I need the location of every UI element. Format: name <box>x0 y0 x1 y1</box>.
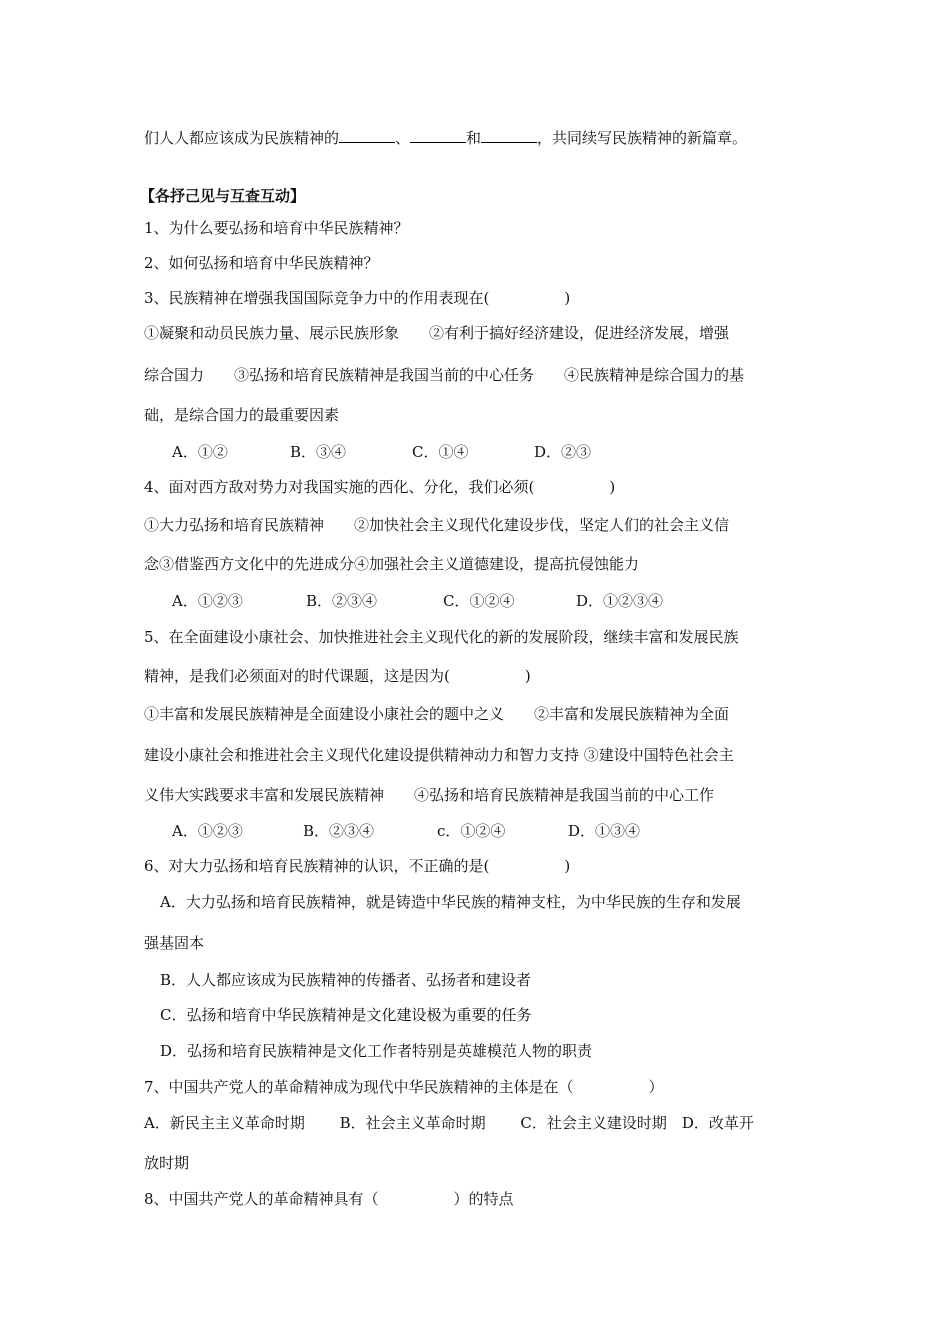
question-6-option-d[interactable]: D．弘扬和培育民族精神是文化工作者特别是英雄模范人物的职责 <box>160 1042 593 1060</box>
question-5-text-1: 精神，是我们必须面对的时代课题，这是因为( ) <box>144 667 531 685</box>
question-7-options-2: 放时期 <box>144 1154 190 1172</box>
fill-in-line <box>144 128 747 148</box>
option-a[interactable]: A．①② <box>172 443 228 461</box>
option-b[interactable]: B．③④ <box>290 443 347 461</box>
question-6: 6、对大力弘扬和培育民族精神的认识，不正确的是( ) <box>144 857 571 875</box>
intro-suffix: ，共同续写民族精神的新篇章。 <box>537 129 748 147</box>
question-5-options <box>172 821 640 841</box>
question-4-options <box>172 591 663 611</box>
question-5-text-2: ①丰富和发展民族精神是全面建设小康社会的题中之义 ②丰富和发展民族精神为全面 <box>144 705 730 723</box>
option-d[interactable]: D．①③④ <box>568 822 641 840</box>
question-3-text-1: ①凝聚和动员民族力量、展示民族形象 ②有利于搞好经济建设，促进经济发展，增强 <box>144 324 730 342</box>
question-4-text-2: 念③借鉴西方文化中的先进成分④加强社会主义道德建设，提高抗侵蚀能力 <box>144 555 640 573</box>
option-a[interactable]: A．①②③ <box>172 822 243 840</box>
question-5-text-3: 建设小康社会和推进社会主义现代化建设提供精神动力和智力支持 ③建设中国特色社会主 <box>144 746 734 764</box>
question-6-option-b[interactable]: B．人人都应该成为民族精神的传播者、弘扬者和建设者 <box>160 971 532 989</box>
option-b[interactable]: B．②③④ <box>303 822 375 840</box>
question-5: 5、在全面建设小康社会、加快推进社会主义现代化的新的发展阶段，继续丰富和发展民族 <box>144 628 739 646</box>
blank-3[interactable] <box>481 128 537 143</box>
option-d[interactable]: D．①②③④ <box>576 592 664 610</box>
question-2: 2、如何弘扬和培育中华民族精神？ <box>144 254 379 272</box>
question-4: 4、面对西方敌对势力对我国实施的西化、分化，我们必须( ) <box>144 478 616 496</box>
section-title: 【各抒己见与互查互动】 <box>140 187 306 205</box>
option-b[interactable]: B．②③④ <box>306 592 378 610</box>
option-a[interactable]: A．①②③ <box>172 592 243 610</box>
option-c[interactable]: C．①②④ <box>443 592 515 610</box>
option-c[interactable]: c．①②④ <box>437 822 506 840</box>
blank-1[interactable] <box>339 128 395 143</box>
question-6-option-c[interactable]: C．弘扬和培育中华民族精神是文化建设极为重要的任务 <box>160 1006 532 1024</box>
option-d[interactable]: D．②③ <box>534 443 592 461</box>
question-4-text-1: ①大力弘扬和培育民族精神 ②加快社会主义现代化建设步伐，坚定人们的社会主义信 <box>144 516 730 534</box>
question-8: 8、中国共产党人的革命精神具有（ ）的特点 <box>144 1190 514 1208</box>
question-3: 3、民族精神在增强我国国际竞争力中的作用表现在( ) <box>144 289 571 307</box>
blank-2[interactable] <box>410 128 466 143</box>
question-3-text-3: 础，是综合国力的最重要因素 <box>144 406 340 424</box>
intro-prefix: 们人人都应该成为民族精神的 <box>144 129 340 147</box>
question-7-options-1[interactable]: A．新民主主义革命时期 B．社会主义革命时期 C．社会主义建设时期 D．改革开 <box>144 1114 754 1132</box>
question-3-text-2: 综合国力 ③弘扬和培育民族精神是我国当前的中心任务 ④民族精神是综合国力的基 <box>144 366 745 384</box>
question-6-option-a-1[interactable]: A．大力弘扬和培育民族精神，就是铸造中华民族的精神支柱，为中华民族的生存和发展 <box>160 893 741 911</box>
option-c[interactable]: C．①④ <box>412 443 469 461</box>
intro-sep1: 、 <box>395 129 411 147</box>
question-3-options <box>172 442 591 462</box>
question-7: 7、中国共产党人的革命精神成为现代中华民族精神的主体是在（ ） <box>144 1078 664 1096</box>
question-5-text-4: 义伟大实践要求丰富和发展民族精神 ④弘扬和培育民族精神是我国当前的中心工作 <box>144 786 715 804</box>
question-1: 1、为什么要弘扬和培育中华民族精神？ <box>144 219 409 237</box>
question-6-option-a-2: 强基固本 <box>144 934 205 952</box>
intro-sep2: 和 <box>466 129 482 147</box>
